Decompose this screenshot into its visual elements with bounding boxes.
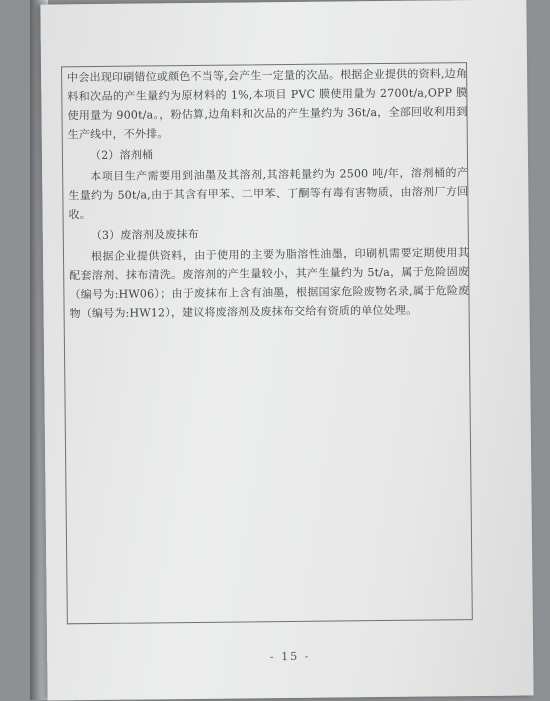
page-number: - 15 - <box>269 649 311 664</box>
paragraph-solvent-barrels: 本项目生产需要用到油墨及其溶剂,其溶耗量约为 2500 吨/年，溶剂桶的产生量约为 50t/a,由于其含有甲苯、二甲苯、丁酮等有毒有害物质，由溶剂厂方回收。 <box>68 166 469 222</box>
heading-solvent-barrels: （2）溶剂桶 <box>89 148 154 163</box>
paragraph-scrap-materials: 中会出现印刷错位或颜色不当等,会产生一定量的次品。根据企业提供的资料,边角料和次品的产生量约为原材料的 1%,本项目 PVC 膜使用量为 2700t/a,OPP 膜使用量为 900t/a。，粉估算,边角料和次品的产生量约为 36t/a，全部回收利用到生产线中，不外排。 <box>67 67 468 142</box>
paragraph-waste-solvent-rags: 根据企业提供资料，由于使用的主要为脂溶性油墨，印刷机需要定期使用其配套溶剂、抹布清洗。废溶剂的产生量较小，其产生量约为 5t/a，属于危险固废（编号为:HW06）；由于废抹布上含有油墨，根据国家危险废物名录,属于危险废物（编号为:HW12），建议将废溶剂及废抹布交给有资质的单位处理。 <box>69 246 470 321</box>
document-page <box>40 0 533 701</box>
body-text <box>67 64 470 323</box>
heading-waste-solvent-rags: （3）废溶剂及废抹布 <box>90 227 199 243</box>
